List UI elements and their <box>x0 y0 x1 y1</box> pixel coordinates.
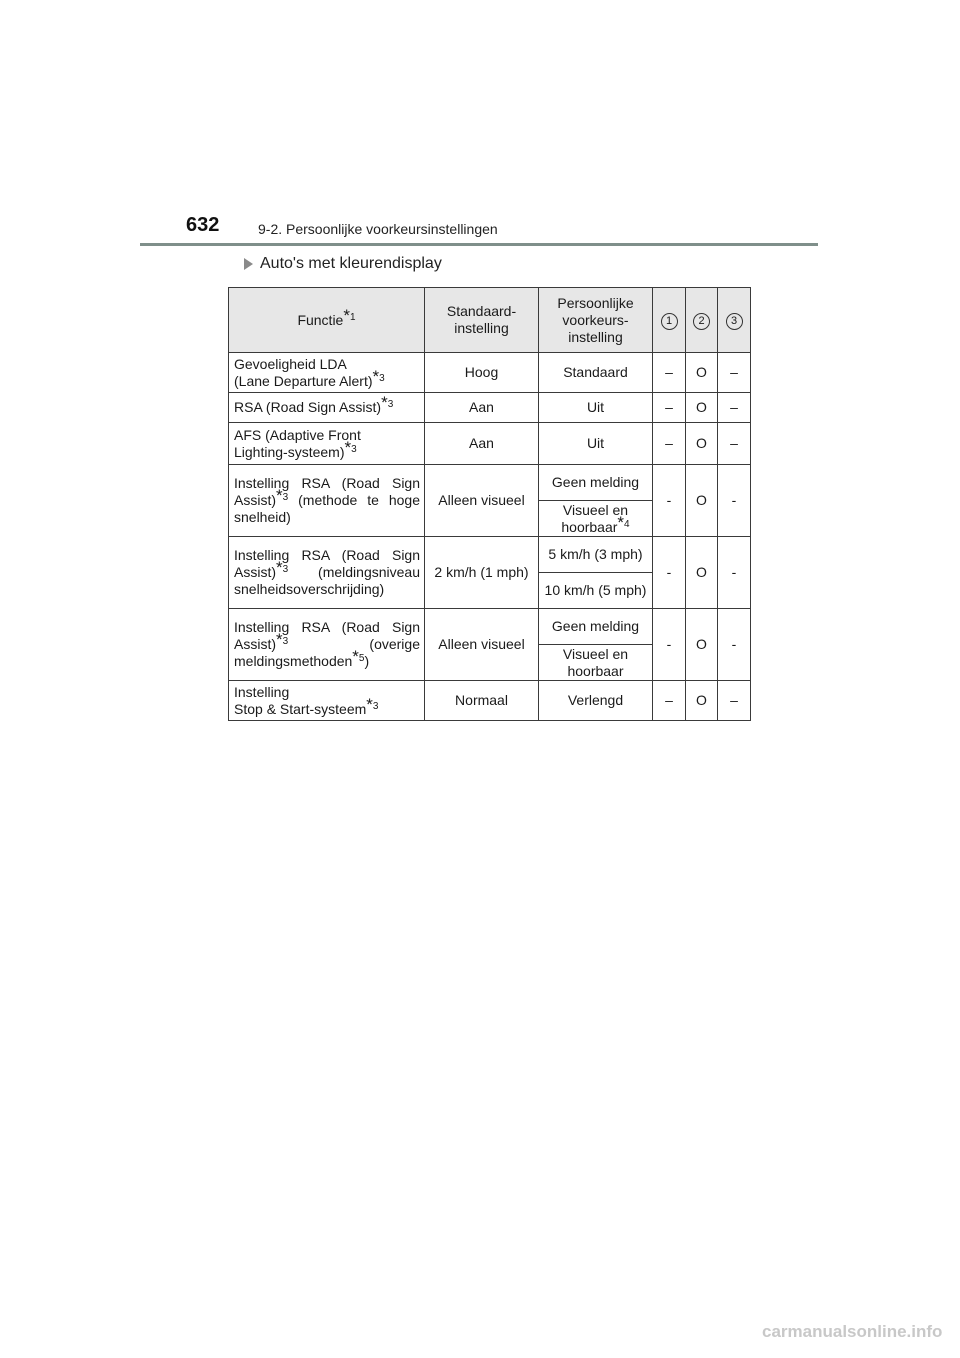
page-number: 632 <box>186 214 220 236</box>
col1-cell: – <box>653 423 686 465</box>
header-persoonlijk: Persoonlijke voorkeurs-instelling <box>539 288 653 353</box>
table-row <box>229 465 751 501</box>
personal-option-cell: 10 km/h (5 mph) <box>539 573 653 609</box>
col3-cell: - <box>718 537 751 609</box>
col2-cell: O <box>686 423 718 465</box>
header-col-2 <box>686 288 718 353</box>
table-header-row <box>229 288 751 353</box>
personal-option-cell: 5 km/h (3 mph) <box>539 537 653 573</box>
col1-cell: - <box>653 465 686 537</box>
header-col-3 <box>718 288 751 353</box>
col3-cell: - <box>718 609 751 681</box>
chapter-title: 9-2. Persoonlijke voorkeursinstellingen <box>258 221 498 237</box>
personal-cell: Standaard <box>539 353 653 393</box>
col3-cell: - <box>718 465 751 537</box>
function-cell: Instelling Stop & Start-systeem*$^3$ <box>229 681 425 721</box>
col3-cell: – <box>718 393 751 423</box>
section-title <box>244 255 442 273</box>
table-row <box>229 353 751 393</box>
personal-cell: Uit <box>539 393 653 423</box>
personal-cell: Uit <box>539 423 653 465</box>
col2-cell: O <box>686 609 718 681</box>
col1-cell: – <box>653 681 686 721</box>
col2-cell: O <box>686 537 718 609</box>
table-row <box>229 537 751 573</box>
header-functie: Functie*$^1$ <box>229 288 425 353</box>
header-col-1 <box>653 288 686 353</box>
circled-3-icon: 3 <box>726 313 743 330</box>
col1-cell: - <box>653 609 686 681</box>
section-title-text: Auto's met kleurendisplay <box>260 255 442 272</box>
header-standaard: Standaard-instelling <box>425 288 539 353</box>
table-row <box>229 423 751 465</box>
function-cell: Instelling RSA (Road Sign Assist)*$^3$ (methode te hoge snelheid) <box>229 465 425 537</box>
personal-option-cell: Visueel en hoorbaar <box>539 645 653 681</box>
table-row <box>229 681 751 721</box>
default-cell: Alleen visueel <box>425 465 539 537</box>
col2-cell: O <box>686 353 718 393</box>
default-cell: 2 km/h (1 mph) <box>425 537 539 609</box>
default-cell: Hoog <box>425 353 539 393</box>
col2-cell: O <box>686 393 718 423</box>
watermark-text: carmanualsonline.info <box>762 1322 943 1341</box>
col3-cell: – <box>718 353 751 393</box>
personal-option-cell: Geen melding <box>539 609 653 645</box>
function-cell: Instelling RSA (Road Sign Assist)*$^3$ (meldingsniveau snelheidsoverschrijding) <box>229 537 425 609</box>
col3-cell: – <box>718 681 751 721</box>
table-row <box>229 393 751 423</box>
function-cell: Gevoeligheid LDA (Lane Departure Alert)*$^3$ <box>229 353 425 393</box>
header-divider <box>140 243 818 246</box>
function-cell: AFS (Adaptive Front Lighting-systeem)*$^3$ <box>229 423 425 465</box>
col2-cell: O <box>686 465 718 537</box>
personal-option-cell: Visueel en hoorbaar*$^4$ <box>539 501 653 537</box>
col1-cell: – <box>653 393 686 423</box>
function-cell: Instelling RSA (Road Sign Assist)*$^3$ (overige meldingsmethoden*$^5$) <box>229 609 425 681</box>
function-cell: RSA (Road Sign Assist)*$^3$ <box>229 393 425 423</box>
circled-2-icon: 2 <box>693 313 710 330</box>
table-row <box>229 609 751 645</box>
col2-cell: O <box>686 681 718 721</box>
circled-1-icon: 1 <box>661 313 678 330</box>
col1-cell: – <box>653 353 686 393</box>
default-cell: Aan <box>425 393 539 423</box>
col1-cell: - <box>653 537 686 609</box>
default-cell: Alleen visueel <box>425 609 539 681</box>
personal-cell: Verlengd <box>539 681 653 721</box>
default-cell: Normaal <box>425 681 539 721</box>
default-cell: Aan <box>425 423 539 465</box>
personal-option-cell: Geen melding <box>539 465 653 501</box>
settings-table <box>228 287 751 721</box>
col3-cell: – <box>718 423 751 465</box>
triangle-bullet-icon <box>244 258 253 270</box>
